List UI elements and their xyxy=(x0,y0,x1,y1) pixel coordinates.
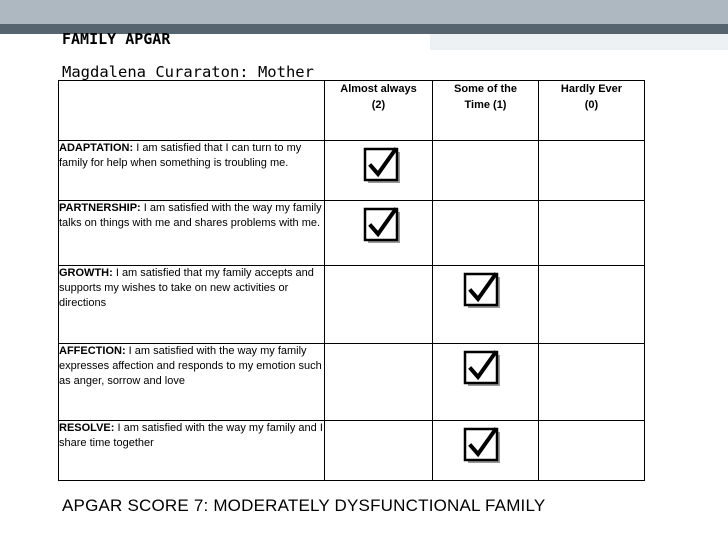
row-description xyxy=(59,141,325,201)
table-row xyxy=(59,421,645,481)
document-subtitle: Magdalena Curaraton: Mother xyxy=(62,63,314,81)
row-label: RESOLVE: xyxy=(59,422,115,434)
table-row xyxy=(59,266,645,344)
row-label: ADAPTATION: xyxy=(59,142,134,154)
row-description xyxy=(59,266,325,344)
cell-almost-always xyxy=(325,344,433,421)
column-header-line: (0) xyxy=(584,99,599,111)
cell-some-of-the-time xyxy=(433,201,539,266)
checkbox-checked-icon xyxy=(463,272,503,310)
cell-almost-always xyxy=(325,266,433,344)
table-row xyxy=(59,344,645,421)
checkbox-checked-icon xyxy=(463,350,503,388)
checkbox-checked-icon xyxy=(363,147,403,185)
row-text: I am satisfied with the way my family and I share time together xyxy=(59,422,323,449)
document-title: FAMILY APGAR xyxy=(62,30,171,48)
column-header-some-of-the-time xyxy=(433,81,539,141)
header-blank-cell xyxy=(59,81,325,141)
row-text: I am satisfied with the way my family talks on things with me and shares problems with me. xyxy=(59,202,322,229)
column-header-line: Hardly Ever xyxy=(560,83,623,95)
cell-hardly-ever xyxy=(539,201,645,266)
column-header-line: (2) xyxy=(371,99,386,111)
cell-some-of-the-time xyxy=(433,141,539,201)
column-header-line: Time (1) xyxy=(464,99,507,111)
table-row xyxy=(59,201,645,266)
column-header-hardly-ever xyxy=(539,81,645,141)
cell-hardly-ever xyxy=(539,344,645,421)
cell-hardly-ever xyxy=(539,421,645,481)
cell-hardly-ever xyxy=(539,266,645,344)
row-label: AFFECTION: xyxy=(59,345,126,357)
cell-almost-always xyxy=(325,421,433,481)
column-header-almost-always xyxy=(325,81,433,141)
table-header-row xyxy=(59,81,645,141)
row-description xyxy=(59,201,325,266)
top-decorative-band xyxy=(0,0,728,24)
cell-some-of-the-time xyxy=(433,421,539,481)
row-text: I am satisfied that my family accepts and supports my wishes to take on new activities or directions xyxy=(59,267,314,309)
row-text: I am satisfied that I can turn to my family for help when something is troubling me. xyxy=(59,142,302,169)
column-header-line: Some of the xyxy=(454,83,517,95)
checkbox-checked-icon xyxy=(363,207,403,245)
checkbox-checked-icon xyxy=(463,427,503,465)
apgar-score-summary: APGAR SCORE 7: MODERATELY DYSFUNCTIONAL FAMILY xyxy=(62,496,546,515)
cell-almost-always xyxy=(325,201,433,266)
row-text: I am satisfied with the way my family expresses affection and responds to my emotion such as anger, sorrow and love xyxy=(59,345,322,387)
row-description xyxy=(59,344,325,421)
column-header-line: Almost always xyxy=(340,83,417,95)
apgar-table xyxy=(58,80,645,481)
top-right-panel xyxy=(430,34,728,50)
cell-some-of-the-time xyxy=(433,344,539,421)
table-row xyxy=(59,141,645,201)
row-description xyxy=(59,421,325,481)
row-label: PARTNERSHIP: xyxy=(59,202,141,214)
cell-hardly-ever xyxy=(539,141,645,201)
cell-almost-always xyxy=(325,141,433,201)
cell-some-of-the-time xyxy=(433,266,539,344)
row-label: GROWTH: xyxy=(59,267,113,279)
